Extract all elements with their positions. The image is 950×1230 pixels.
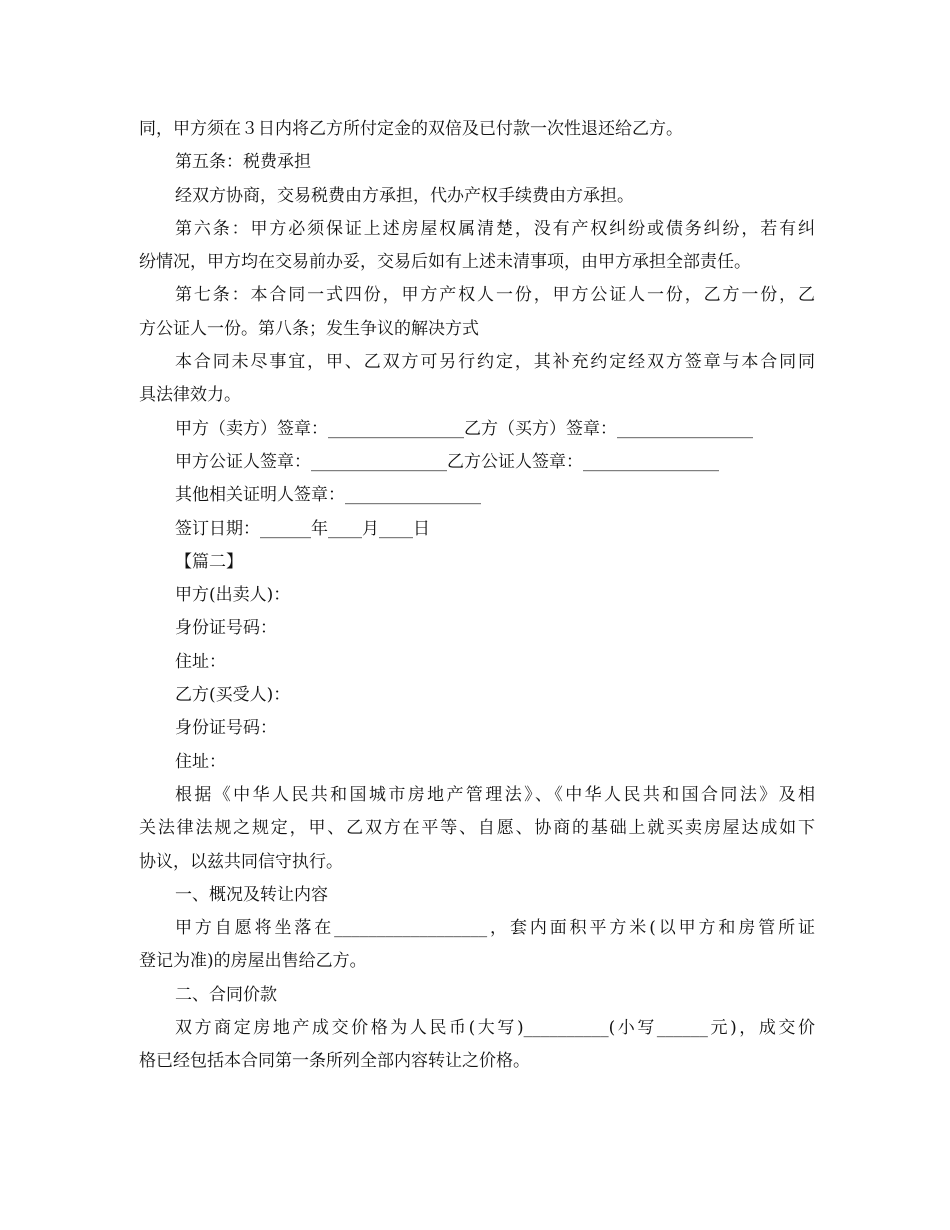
text-line: 方公证人一份。第八条；发生争议的解决方式	[139, 318, 479, 339]
text-line: 第七条：本合同一式四份，甲方产权人一份，甲方公证人一份，乙方一份，乙	[175, 285, 815, 306]
text-line: 格已经包括本合同第一条所列全部内容转让之价格。	[139, 1051, 530, 1072]
text-line: 纷情况，甲方均在交易前办妥，交易后如有上述未清事项，由甲方承担全部责任。	[139, 252, 751, 273]
document-body	[139, 113, 815, 1079]
text-line: 住址：	[175, 651, 226, 672]
text-line: 甲方(出卖人)：	[175, 585, 291, 606]
text-line: 其他相关证明人签章：________________	[175, 485, 481, 506]
text-line: 第五条：税费承担	[175, 152, 311, 173]
text-line: 经双方协商，交易税费由方承担，代办产权手续费由方承担。	[175, 185, 634, 206]
document-page	[139, 113, 815, 1079]
text-line: 一、概况及转让内容	[175, 884, 328, 905]
text-line: 双方商定房地产成交价格为人民币(大写)__________(小写______元)，成交价	[175, 1018, 815, 1039]
text-line: 二、合同价款	[175, 984, 277, 1005]
text-line: 住址：	[175, 751, 226, 772]
text-line: 关法律法规之规定，甲、乙双方在平等、自愿、协商的基础上就买卖房屋达成如下	[139, 818, 815, 839]
text-line: 甲方（卖方）签章：________________乙方（买方）签章：________________	[175, 418, 753, 439]
text-line: 甲方自愿将坐落在__________________，套内面积平方米(以甲方和房管所证	[175, 918, 815, 939]
text-line: 【篇二】	[175, 551, 243, 572]
text-line: 协议，以兹共同信守执行。	[139, 851, 343, 872]
text-line: 身份证号码：	[175, 618, 277, 639]
text-line: 乙方(买受人)：	[175, 685, 291, 706]
text-line: 本合同未尽事宜，甲、乙双方可另行约定，其补充约定经双方签章与本合同同	[175, 352, 815, 373]
text-line: 身份证号码：	[175, 718, 277, 739]
text-line: 根据《中华人民共和国城市房地产管理法》、《中华人民共和国合同法》及相	[175, 784, 815, 805]
text-line: 具法律效力。	[139, 385, 241, 406]
text-line: 同，甲方须在３日内将乙方所付定金的双倍及已付款一次性退还给乙方。	[139, 119, 683, 139]
text-line: 登记为准)的房屋出售给乙方。	[139, 951, 367, 972]
text-line: 甲方公证人签章：________________乙方公证人签章：________________	[175, 451, 719, 472]
text-line: 签订日期：______年____月____日	[175, 518, 430, 539]
text-line: 第六条：甲方必须保证上述房屋权属清楚，没有产权纠纷或债务纠纷，若有纠	[175, 218, 815, 239]
